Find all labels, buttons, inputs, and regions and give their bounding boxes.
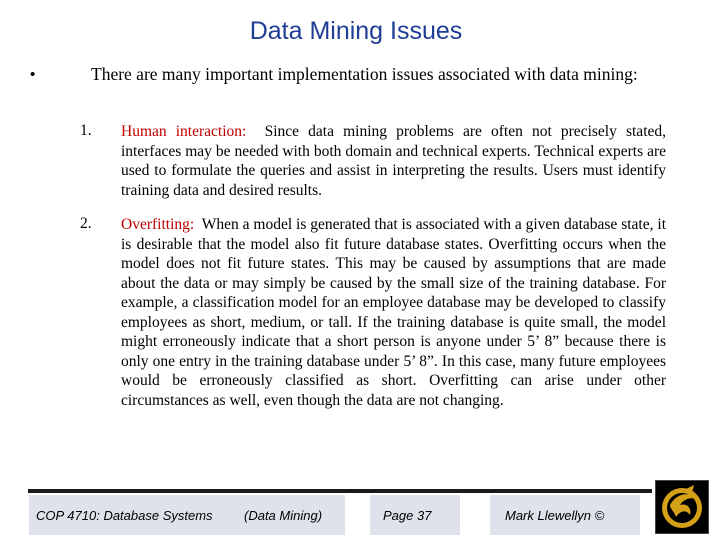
footer-topic: (Data Mining) [244, 508, 323, 523]
item-term: Overfitting: [121, 216, 195, 233]
item-number: 2. [80, 215, 92, 232]
intro-text: There are many important implementation issues associated with data mining: [91, 64, 638, 84]
item-body: Since data mining problems are often not precisely stated, interfaces may be needed with both domain and technical experts. Technical experts are used to formulate the queries and assist in interpreting the results. Users must identify training data and desired results. [121, 123, 666, 199]
list-item [121, 215, 666, 410]
slide-title: Data Mining Issues [249, 17, 463, 45]
footer-page-number: Page 37 [383, 508, 432, 523]
item-body: When a model is generated that is associated with a given database state, it is desirable that the model also fit future database states. Overfitting occurs when the model does not fit future states. This may be caused by assumptions that are made about the data or may simply be caused by the small size of the training database. For example, a classification model for an employee database may be developed to classify employees as short, medium, or tall. If the training database is quite small, the model might erroneously indicate that a short person is anyone under 5’ 8” because there is only one entry in the training database under 5’ 8”. In this case, many future employees would be erroneously classified as short. Overfitting can arise under other circumstances as well, even though the data are not changing. [121, 216, 666, 409]
item-number: 1. [80, 122, 92, 139]
bullet-symbol: • [30, 66, 36, 83]
ucf-pegasus-logo-icon [655, 480, 709, 534]
footer-author: Mark Llewellyn © [505, 508, 605, 523]
item-term: Human interaction: [121, 123, 247, 140]
list-item [121, 122, 666, 200]
footer-course: COP 4710: Database Systems [36, 508, 213, 523]
footer-divider [28, 489, 652, 493]
